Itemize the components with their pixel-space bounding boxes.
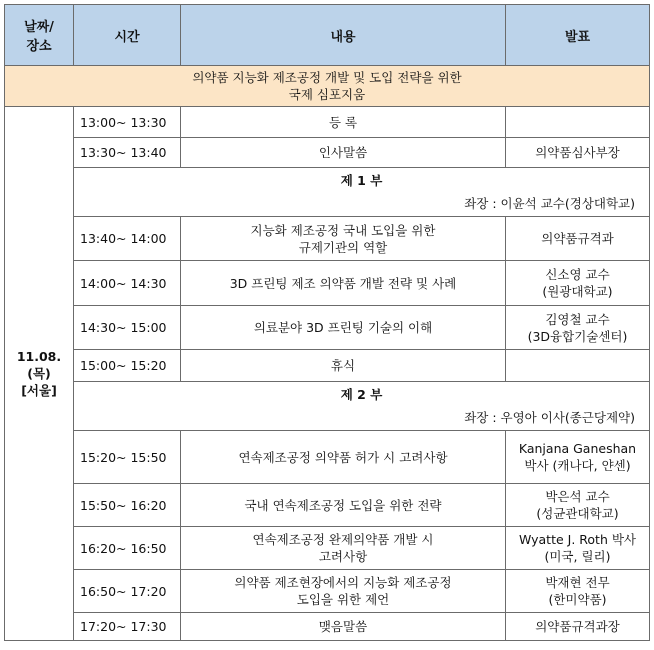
presenter-affiliation: (성균관대학교) xyxy=(536,506,619,521)
content-line: 연속제조공정 완제의약품 개발 시 xyxy=(252,532,434,547)
presenter-cell: 의약품규격과장 xyxy=(506,613,650,641)
time-cell: 16:20~ 16:50 xyxy=(74,527,181,570)
table-row xyxy=(5,527,650,570)
time-cell: 15:00~ 15:20 xyxy=(74,350,181,382)
content-cell xyxy=(181,570,506,613)
presenter-cell xyxy=(506,527,650,570)
table-row xyxy=(5,613,650,641)
time-cell: 13:00~ 13:30 xyxy=(74,107,181,138)
table-row xyxy=(5,261,650,306)
time-cell: 16:50~ 17:20 xyxy=(74,570,181,613)
presenter-affiliation: (한미약품) xyxy=(548,592,607,607)
content-line: 고려사항 xyxy=(318,549,368,564)
table-row xyxy=(5,306,650,350)
presenter-name: Kanjana Ganeshan xyxy=(518,441,637,456)
content-cell: 인사말씀 xyxy=(181,138,506,168)
presenter-affiliation: (3D융합기술센터) xyxy=(527,328,628,344)
table-row xyxy=(5,570,650,613)
presenter-cell xyxy=(506,350,650,382)
content-cell xyxy=(181,217,506,261)
time-cell: 17:20~ 17:30 xyxy=(74,613,181,641)
content-cell: 연속제조공정 의약품 허가 시 고려사항 xyxy=(181,431,506,484)
symposium-title-line1: 의약품 지능화 제조공정 개발 및 도입 전략을 위한 xyxy=(192,70,462,85)
session-title: 제 1 부 xyxy=(340,173,383,188)
table-row xyxy=(5,217,650,261)
content-cell: 등 록 xyxy=(181,107,506,138)
presenter-cell xyxy=(506,107,650,138)
table-row xyxy=(5,484,650,527)
time-cell: 14:00~ 14:30 xyxy=(74,261,181,306)
session-row xyxy=(5,168,650,217)
presenter-name: 박은석 교수 xyxy=(545,489,610,504)
header-date-label: 날짜/ xyxy=(24,20,54,35)
content-line: 도입을 위한 제언 xyxy=(296,592,390,607)
time-cell: 13:40~ 14:00 xyxy=(74,217,181,261)
weekday-label: (목) xyxy=(27,366,51,381)
presenter-name: 김영철 교수 xyxy=(545,311,610,327)
date-cell xyxy=(5,107,74,641)
session-row xyxy=(5,382,650,431)
presenter-cell xyxy=(506,570,650,613)
header-row xyxy=(5,5,650,66)
session-header xyxy=(74,168,650,217)
presenter-cell xyxy=(506,261,650,306)
symposium-title-line2: 국제 심포지움 xyxy=(288,87,366,102)
presenter-cell xyxy=(506,484,650,527)
table-row xyxy=(5,431,650,484)
time-cell: 13:30~ 13:40 xyxy=(74,138,181,168)
presenter-name: Wyatte J. Roth 박사 xyxy=(518,532,636,547)
time-cell: 15:20~ 15:50 xyxy=(74,431,181,484)
symposium-title-row xyxy=(5,66,650,107)
session-title: 제 2 부 xyxy=(340,387,383,402)
time-cell: 14:30~ 15:00 xyxy=(74,306,181,350)
table-row xyxy=(5,350,650,382)
content-line: 의약품 제조현장에서의 지능화 제조공정 xyxy=(234,575,452,590)
presenter-cell: 의약품심사부장 xyxy=(506,138,650,168)
presenter-affiliation: (미국, 릴리) xyxy=(544,549,611,564)
header-time: 시간 xyxy=(74,5,181,66)
content-line: 지능화 제조공정 국내 도입을 위한 xyxy=(250,222,436,238)
presenter-cell xyxy=(506,431,650,484)
content-cell: 국내 연속제조공정 도입을 위한 전략 xyxy=(181,484,506,527)
presenter-cell xyxy=(506,306,650,350)
header-content: 내용 xyxy=(181,5,506,66)
session-chair: 좌장 : 우영아 이사(종근당제약) xyxy=(464,410,635,425)
content-cell: 의료분야 3D 프린팅 기술의 이해 xyxy=(181,306,506,350)
content-cell: 맺음말씀 xyxy=(181,613,506,641)
session-header xyxy=(74,382,650,431)
presenter-affiliation: (원광대학교) xyxy=(542,284,613,299)
presenter-cell: 의약품규격과 xyxy=(506,217,650,261)
content-line: 규제기관의 역할 xyxy=(298,239,388,255)
header-date-place xyxy=(5,5,74,66)
content-cell: 휴식 xyxy=(181,350,506,382)
schedule-table xyxy=(4,4,650,641)
header-place-label: 장소 xyxy=(26,39,52,54)
presenter-affiliation: 박사 (캐나다, 얀센) xyxy=(524,458,631,473)
content-cell xyxy=(181,527,506,570)
content-cell: 3D 프린팅 제조 의약품 개발 전략 및 사례 xyxy=(181,261,506,306)
place-label: [서울] xyxy=(21,383,57,398)
time-cell: 15:50~ 16:20 xyxy=(74,484,181,527)
presenter-name: 박재현 전무 xyxy=(545,575,610,590)
table-row xyxy=(5,138,650,168)
symposium-title xyxy=(5,66,650,107)
header-presenter: 발표 xyxy=(506,5,650,66)
date-label: 11.08. xyxy=(16,349,62,364)
presenter-name: 신소영 교수 xyxy=(545,267,610,282)
table-row xyxy=(5,107,650,138)
session-chair: 좌장 : 이윤석 교수(경상대학교) xyxy=(464,196,635,211)
